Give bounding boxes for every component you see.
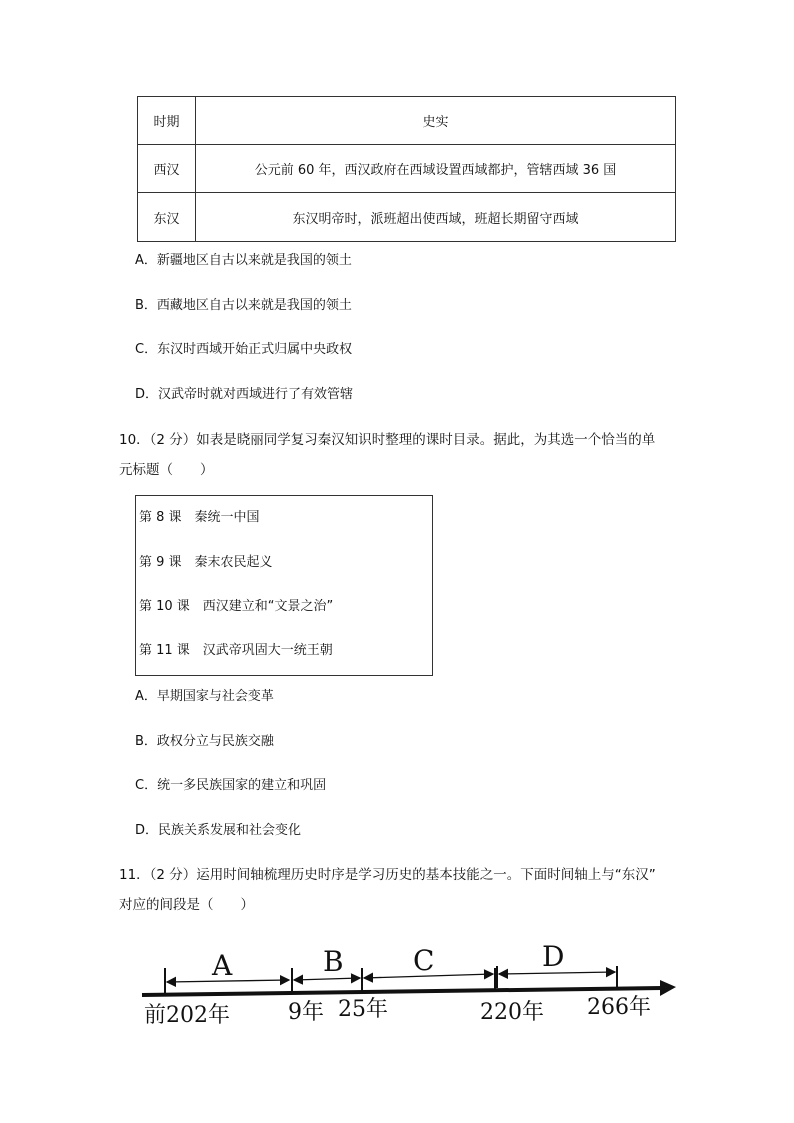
q10-option-b[interactable]: B．政权分立与民族交融: [135, 734, 274, 749]
tick-label: 220年: [480, 1000, 544, 1025]
timeline-figure: [0, 930, 794, 1040]
header-period: 时期: [138, 97, 196, 144]
row-fact: 东汉明帝时，派班超出使西域，班超长期留守西域: [292, 211, 579, 227]
q10-option-a[interactable]: A．早期国家与社会变革: [135, 689, 274, 704]
history-table: [137, 96, 676, 242]
tick-label: 前202年: [144, 1003, 230, 1028]
q10-option-d[interactable]: D．民族关系发展和社会变化: [135, 823, 302, 838]
timeline-axis: [142, 988, 662, 995]
table-row: [138, 144, 675, 192]
catalog-item: 第 9 课 秦末农民起义: [139, 555, 273, 570]
segment-b-span: [294, 978, 360, 980]
q11-stem-line1: 11．（2 分）运用时间轴梳理历史时序是学习历史的基本技能之一。下面时间轴上与“东汉”: [119, 867, 656, 883]
q9-option-b[interactable]: B．西藏地区自古以来就是我国的领土: [135, 298, 352, 313]
table-row: [138, 192, 675, 241]
q10-option-c[interactable]: C．统一多民族国家的建立和巩固: [135, 778, 327, 793]
tick-label: 25年: [338, 997, 388, 1022]
header-fact: 史实: [422, 115, 449, 130]
catalog-item: 第 8 课 秦统一中国: [139, 510, 260, 525]
q9-option-c[interactable]: C．东汉时西域开始正式归属中央政权: [135, 342, 353, 357]
catalog-item: 第 10 课 西汉建立和“文景之治”: [139, 599, 334, 614]
segment-label-b: B: [323, 945, 344, 978]
tick-label: 9年: [288, 1000, 324, 1025]
q10-stem-line1: 10．（2 分）如表是晓丽同学复习秦汉知识时整理的课时目录。据此，为其选一个恰当的单: [119, 432, 656, 448]
tick-label: 266年: [587, 995, 651, 1020]
q9-option-d[interactable]: D．汉武帝时就对西域进行了有效管辖: [135, 387, 354, 402]
row-period: 东汉: [138, 193, 196, 241]
lesson-catalog-box: [135, 495, 433, 676]
segment-label-c: C: [413, 944, 435, 977]
row-period: 西汉: [138, 145, 196, 192]
q11-stem-line2: 对应的间段是（ ）: [119, 897, 254, 913]
row-fact: 公元前 60 年，西汉政府在西域设置西域都护，管辖西域 36 国: [254, 163, 617, 178]
segment-label-a: A: [212, 949, 233, 982]
timeline-axis-arrowhead: [660, 980, 676, 996]
table-header-row: [138, 97, 675, 144]
catalog-item: 第 11 课 汉武帝巩固大一统王朝: [139, 643, 333, 658]
q9-option-a[interactable]: A．新疆地区自古以来就是我国的领土: [135, 253, 352, 268]
segment-label-d: D: [542, 940, 565, 973]
q10-stem-line2: 元标题（ ）: [119, 462, 214, 478]
